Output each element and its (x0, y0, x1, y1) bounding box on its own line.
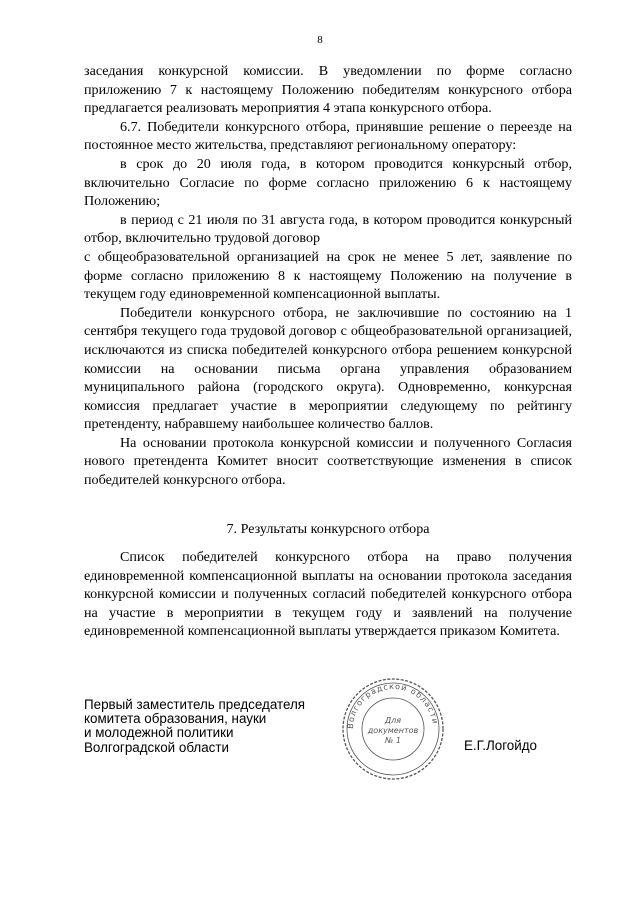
signatory-name: Е.Г.Логойдо (464, 738, 537, 753)
paragraph-deadline-july-20: в срок до 20 июля года, в котором проводится конкурсный отбор, включительно Согласие по форме согласно приложению 6 к настоящему Положению; (84, 155, 572, 210)
stamp-center-line: № 1 (385, 736, 401, 745)
page-number: 8 (317, 34, 323, 46)
signatory-title-line: Волгоградской области (84, 739, 229, 755)
paragraph-results: Список победителей конкурсного отбора на право получения единовременной компенсационной выплаты на основании протокола заседания конкурсной комиссии и полученных согласий победителей конкурсного отбора на участие в мероприятии в текущем году и заявлений на получение единовременной компенсационной выплаты утверждается приказом Комитета. (84, 549, 572, 640)
paragraph-6-7: 6.7. Победители конкурсного отбора, принявшие решение о переезде на постоянное место жительства, представляют региональному оператору: (84, 118, 572, 154)
paragraph-period-july-august: в период с 21 июля по 31 августа года, в котором проводится конкурсный отбор, включительно трудовой договор (84, 211, 572, 247)
stamp-ring-text: Волгоградской области (345, 681, 440, 730)
signatory-title-line: Первый заместитель председателя (84, 697, 306, 712)
signatory-title-line: комитета образования, науки (84, 711, 267, 727)
section-body (84, 548, 572, 641)
official-stamp-seal (340, 676, 446, 782)
stamp-center-line: Для (384, 716, 402, 725)
document-body (84, 62, 572, 490)
signatory-title-line: и молодежной политики (84, 725, 234, 741)
signatory-title (84, 698, 324, 755)
paragraph-continuation: заседания конкурсной комиссии. В уведомлении по форме согласно приложению 7 к настоящему Положению победителям конкурсного отбора предлагается реализовать мероприятия 4 этапа конкурсного отбора. (84, 63, 572, 117)
paragraph-protocol-changes: На основании протокола конкурсной комиссии и полученного Согласия нового претендента Комитет вносит соответствующие изменения в список победителей конкурсного отбора. (84, 434, 572, 489)
section-heading: 7. Результаты конкурсного отбора (226, 521, 430, 537)
paragraph-exclusion: Победители конкурсного отбора, не заключившие по состоянию на 1 сентября текущего года трудовой договор с общеобразовательной организацией, исключаются из списка победителей конкурсного отбора решением конкурсной комиссии на основании письма органа управления образованием муниципального района (городского округа). Одновременно, конкурсная комиссия предлагает участие в мероприятии следующему по рейтингу претенденту, набравшему наибольшее количество баллов. (84, 304, 572, 433)
stamp-center-line: документов (367, 726, 419, 735)
paragraph-period-continuation: с общеобразовательной организацией на срок не менее 5 лет, заявление по форме согласно приложению 8 к настоящему Положению на получение в текущем году единовременной компенсационной выплаты. (84, 248, 572, 303)
